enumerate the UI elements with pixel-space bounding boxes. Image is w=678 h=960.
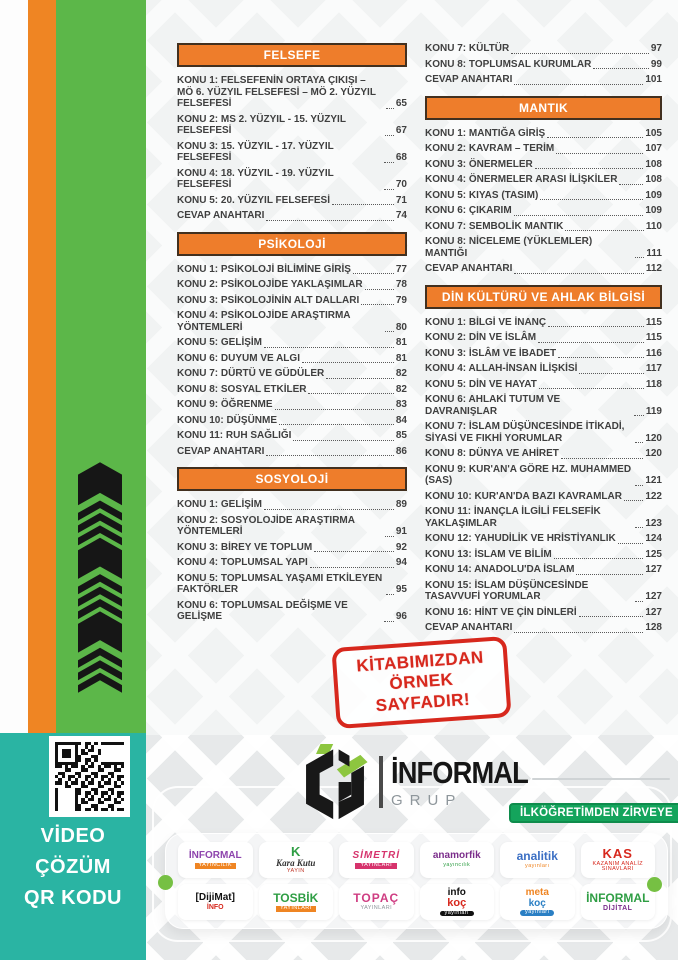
toc-entry-label: KONU 6: TOPLUMSAL DEĞİŞME VE GELİŞME xyxy=(177,599,348,622)
dotted-leader xyxy=(384,162,394,163)
green-dot-left xyxy=(158,875,173,890)
toc-entry xyxy=(425,128,662,140)
dotted-leader xyxy=(579,373,643,374)
dotted-leader xyxy=(332,204,394,205)
toc-page-number: 116 xyxy=(645,347,662,359)
toc-entry-label: KONU 5: 20. YÜZYIL FELSEFESİ xyxy=(177,194,330,206)
toc-entry-label: KONU 8: SOSYAL ETKİLER xyxy=(177,383,307,395)
toc-entry xyxy=(425,622,662,634)
dotted-leader xyxy=(539,388,644,389)
toc-entry xyxy=(177,114,407,137)
toc-entry-label: KONU 1: PSİKOLOJİ BİLİMİNE GİRİŞ xyxy=(177,263,351,275)
publisher-logo-text: İNFORMAL xyxy=(188,850,242,862)
publisher-logo xyxy=(500,842,575,878)
toc-entry xyxy=(177,264,407,276)
toc-entry xyxy=(425,448,662,460)
publisher-logo-text: koç xyxy=(447,897,467,910)
toc-page-number: 112 xyxy=(645,263,662,274)
publisher-logo xyxy=(178,842,253,878)
logo-divider xyxy=(379,756,383,808)
toc-page-number: 107 xyxy=(645,143,662,154)
toc-page-number: 115 xyxy=(645,332,662,343)
toc-entry-label: KONU 2: DİN VE İSLÂM xyxy=(425,332,537,343)
toc-entry-label: KONU 8: NİCELEME (YÜKLEMLER) MANTIĞI xyxy=(425,236,593,259)
toc-page-number: 123 xyxy=(645,517,662,529)
toc-entry xyxy=(177,446,407,458)
dotted-leader xyxy=(535,168,644,169)
dotted-leader xyxy=(365,289,394,290)
toc-entry xyxy=(425,549,662,561)
dotted-leader xyxy=(384,189,394,190)
section-header: DİN KÜLTÜRÜ VE AHLAK BİLGİSİ xyxy=(425,285,662,309)
section-header: MANTIK xyxy=(425,96,662,120)
toc-entry-label: KONU 3: ÖNERMELER xyxy=(425,158,533,170)
sample-page-stamp xyxy=(331,636,511,729)
dotted-leader xyxy=(385,331,394,332)
toc-page-number: 80 xyxy=(395,321,407,333)
toc-entry xyxy=(425,464,662,487)
dotted-leader xyxy=(619,184,643,185)
toc-page-number: 111 xyxy=(646,247,662,259)
dotted-leader xyxy=(634,415,644,416)
toc-page-number: 97 xyxy=(650,43,662,54)
toc-column-right xyxy=(425,43,662,638)
tagline-badge: İLKÖĞRETİMDEN ZİRVEYE xyxy=(509,803,678,823)
toc-entry xyxy=(425,159,662,171)
toc-page-number: 92 xyxy=(395,541,407,553)
toc-entry xyxy=(177,542,407,554)
dotted-leader xyxy=(635,601,643,602)
publisher-logo-text: YAYINLARI xyxy=(276,906,316,912)
toc-entry-label: KONU 5: GELİŞİM xyxy=(177,337,263,348)
toc-entry xyxy=(177,600,407,623)
toc-entry xyxy=(177,399,407,411)
toc-entry xyxy=(425,394,662,417)
toc-page-number: 83 xyxy=(395,399,407,410)
publisher-logo-text: yayınları xyxy=(525,862,550,869)
toc-entry-label: KONU 5: DİN VE HAYAT xyxy=(425,378,537,390)
dotted-leader xyxy=(538,342,644,343)
video-qr-label xyxy=(0,821,146,914)
green-dot-right xyxy=(647,877,662,892)
dotted-leader xyxy=(514,273,643,274)
qr-code-icon xyxy=(49,736,130,817)
toc-page-number: 67 xyxy=(395,125,407,136)
toc-page-number: 79 xyxy=(395,294,407,306)
toc-entry xyxy=(177,279,407,291)
publisher-logo-text: Kara Kutu xyxy=(276,857,316,868)
toc-entry xyxy=(177,353,407,365)
toc-entry-label: KONU 11: RUH SAĞLIĞI xyxy=(177,430,292,441)
toc-entry-label: CEVAP ANAHTARI xyxy=(425,263,513,274)
toc-entry-label: KONU 2: SOSYOLOJİDE ARAŞTIRMA YÖNTEMLERİ xyxy=(177,514,355,537)
toc-entry xyxy=(425,491,662,503)
dotted-leader xyxy=(618,543,644,544)
publisher-logo xyxy=(420,842,495,878)
toc-entry-label: CEVAP ANAHTARI xyxy=(425,74,513,85)
toc-page-number: 109 xyxy=(645,205,662,216)
publisher-logo-text: DİJİTAL xyxy=(603,904,633,912)
dotted-leader xyxy=(540,199,643,200)
toc-entry xyxy=(425,263,662,275)
toc-page-number: 74 xyxy=(395,210,407,221)
toc-entry xyxy=(177,415,407,427)
toc-entry xyxy=(425,236,662,259)
dotted-leader xyxy=(554,558,644,559)
publisher-logo-text: K xyxy=(291,844,301,860)
toc-page-number: 68 xyxy=(395,152,407,163)
toc-entry-label: KONU 2: KAVRAM – TERİM xyxy=(425,143,555,154)
stamp-line-2: ÖRNEK SAYFADIR! xyxy=(375,670,471,716)
section-header: SOSYOLOJİ xyxy=(177,467,407,491)
dotted-leader xyxy=(293,440,393,441)
toc-entry xyxy=(177,141,407,164)
toc-entry xyxy=(425,348,662,360)
publisher-logo-text: YAYINCILIK xyxy=(195,863,236,869)
toc-entry xyxy=(425,74,662,86)
toc-entry-label: CEVAP ANAHTARI xyxy=(177,210,265,221)
brand-name: İNFORMAL xyxy=(391,755,528,790)
toc-entry-label: KONU 7: KÜLTÜR xyxy=(425,43,510,54)
toc-entry-label: KONU 12: YAHUDİLİK VE HRİSTİYANLIK xyxy=(425,533,616,544)
toc-entry-label: KONU 4: 18. YÜZYIL - 19. YÜZYIL FELSEFESİ xyxy=(177,167,334,190)
dotted-leader xyxy=(264,509,394,510)
left-margin xyxy=(0,0,28,733)
toc-page-number: 121 xyxy=(645,475,662,486)
toc-entry xyxy=(177,337,407,349)
toc-page-number: 82 xyxy=(395,368,407,379)
toc-page-number: 96 xyxy=(395,611,407,622)
publisher-logo-text: YAYIN xyxy=(286,868,305,875)
dotted-leader xyxy=(635,527,643,528)
dotted-leader xyxy=(624,500,643,501)
dotted-leader xyxy=(635,442,643,443)
toc-page-number: 120 xyxy=(645,432,662,444)
publisher-logo xyxy=(259,884,334,920)
toc-entry-label: KONU 2: MS 2. YÜZYIL - 15. YÜZYIL FELSEFESİ xyxy=(177,113,346,136)
toc-entry-label: KONU 4: PSİKOLOJİDE ARAŞTIRMA YÖNTEMLERİ xyxy=(177,310,351,333)
toc-entry xyxy=(425,607,662,619)
publisher-logo-text: YAYINLARI xyxy=(360,904,393,911)
toc-entry-label: KONU 3: PSİKOLOJİNİN ALT DALLARI xyxy=(177,294,360,306)
toc-entry-label: KONU 5: KIYAS (TASIM) xyxy=(425,189,539,201)
toc-entry xyxy=(425,533,662,545)
toc-entry xyxy=(425,317,662,329)
dotted-leader xyxy=(556,153,643,154)
video-line-3: QR KODU xyxy=(24,887,122,909)
toc-entry-label: KONU 1: MANTIĞA GİRİŞ xyxy=(425,127,546,139)
toc-entry xyxy=(177,368,407,380)
toc-page-number: 94 xyxy=(395,557,407,568)
dotted-leader xyxy=(361,304,394,305)
publisher-logo-text: TOSBİK xyxy=(273,891,319,906)
toc-page-number: 89 xyxy=(395,499,407,510)
dotted-leader xyxy=(386,594,394,595)
toc-page-number: 70 xyxy=(395,179,407,190)
dotted-leader xyxy=(576,574,643,575)
publisher-logo-text: analitik xyxy=(516,849,558,864)
toc-entry-label: KONU 10: DÜŞÜNME xyxy=(177,414,278,426)
publisher-logo xyxy=(581,884,656,920)
publisher-logos-panel xyxy=(165,833,668,929)
toc-entry-label: KONU 2: PSİKOLOJİDE YAKLAŞIMLAR xyxy=(177,279,363,290)
toc-entry xyxy=(425,221,662,233)
publisher-logo xyxy=(259,842,334,878)
dotted-leader xyxy=(511,53,649,54)
toc-entry-label: KONU 1: FELSEFENİN ORTAYA ÇIKIŞI – MÖ 6. YÜZYIL FELSEFESİ – MÖ 2. YÜZYIL FELSEFESİ xyxy=(177,75,376,109)
toc-entry-label: KONU 7: SEMBOLİK MANTIK xyxy=(425,220,564,232)
dotted-leader xyxy=(384,621,393,622)
toc-page-number: 71 xyxy=(395,194,407,206)
toc-entry-label: CEVAP ANAHTARI xyxy=(425,622,513,633)
publisher-logo-text: info xyxy=(447,886,466,898)
dotted-leader xyxy=(385,135,394,136)
toc-page-number: 119 xyxy=(645,405,662,417)
toc-entry-label: KONU 6: AHLAKİ TUTUM VE DAVRANIŞLAR xyxy=(425,394,561,417)
toc-entry-label: KONU 7: DÜRTÜ VE GÜDÜLER xyxy=(177,368,325,379)
toc-entry-label: KONU 11: İNANÇLA İLGİLİ FELSEFİK YAKLAŞIMLAR xyxy=(425,506,601,529)
toc-entry-label: CEVAP ANAHTARI xyxy=(177,445,265,457)
toc-page-number: 81 xyxy=(395,352,407,364)
toc-page-number: 108 xyxy=(645,158,662,170)
toc-entry xyxy=(425,190,662,202)
toc-entry-label: KONU 4: ALLAH-İNSAN İLİŞKİSİ xyxy=(425,363,578,374)
toc-page-number: 125 xyxy=(645,548,662,560)
publisher-logo xyxy=(339,884,414,920)
toc-page-number: 117 xyxy=(645,363,662,374)
toc-entry-label: KONU 8: TOPLUMSAL KURUMLAR xyxy=(425,58,592,70)
dotted-leader xyxy=(558,357,644,358)
toc-entry-label: KONU 5: TOPLUMSAL YAŞAMI ETKİLEYEN FAKTÖRLER xyxy=(177,572,383,595)
toc-entry-label: KONU 1: GELİŞİM xyxy=(177,499,263,510)
toc-page-number: 128 xyxy=(645,622,662,633)
section-header: FELSEFE xyxy=(177,43,407,67)
toc-page-number: 122 xyxy=(645,490,662,502)
toc-entry xyxy=(177,310,407,333)
toc-entry-label: KONU 9: ÖĞRENME xyxy=(177,399,273,410)
toc-page-number: 109 xyxy=(645,189,662,201)
dotted-leader xyxy=(302,362,394,363)
toc-page-number: 110 xyxy=(645,220,662,232)
dotted-leader xyxy=(326,378,394,379)
toc-page-number: 108 xyxy=(645,174,662,185)
dotted-leader xyxy=(275,409,394,410)
informal-monogram-icon xyxy=(297,741,373,823)
toc-entry xyxy=(425,379,662,391)
toc-entry xyxy=(425,564,662,576)
toc-entry xyxy=(425,506,662,529)
toc-entry-label: KONU 15: İSLAM DÜŞÜNCESİNDE TASAVVUFİ YORUMLAR xyxy=(425,579,589,602)
toc-page-number: 84 xyxy=(395,414,407,426)
dotted-leader xyxy=(547,137,643,138)
dotted-leader xyxy=(266,455,393,456)
section-header: PSİKOLOJİ xyxy=(177,232,407,256)
dotted-leader xyxy=(386,108,394,109)
toc-entry xyxy=(177,430,407,442)
publisher-logo-text: KAS xyxy=(602,845,633,861)
dotted-leader xyxy=(264,347,394,348)
toc-entry-label: KONU 4: TOPLUMSAL YAPI xyxy=(177,557,308,568)
toc-column-left xyxy=(177,43,407,627)
dotted-leader xyxy=(514,215,644,216)
toc-entry xyxy=(177,499,407,511)
toc-page-number: 127 xyxy=(645,564,662,575)
toc-page-number: 81 xyxy=(395,337,407,348)
toc-page-number: 120 xyxy=(645,448,662,459)
toc-entry-label: KONU 14: ANADOLU'DA İSLAM xyxy=(425,564,575,575)
publisher-logo-text: meta xyxy=(525,887,549,899)
publisher-logo-text: YAYINLARI xyxy=(355,863,397,869)
divider-line xyxy=(532,778,670,780)
toc-entry-label: KONU 10: KUR'AN'DA BAZI KAVRAMLAR xyxy=(425,490,622,502)
toc-entry xyxy=(177,75,407,110)
dotted-leader xyxy=(579,616,644,617)
publisher-logo-text: yayıncılık xyxy=(443,861,471,868)
dotted-leader xyxy=(266,220,393,221)
video-line-2: ÇÖZÜM xyxy=(35,856,111,878)
dotted-leader xyxy=(561,458,643,459)
toc-entry xyxy=(177,573,407,596)
toc-entry xyxy=(425,174,662,186)
toc-page-number: 127 xyxy=(645,591,662,602)
toc-entry xyxy=(425,332,662,344)
toc-entry xyxy=(425,43,662,55)
dotted-leader xyxy=(385,536,393,537)
toc-entry-label: KONU 3: BİREY VE TOPLUM xyxy=(177,541,313,553)
toc-page-number: 127 xyxy=(645,606,662,618)
publisher-logo-text: yayınları xyxy=(440,911,474,917)
toc-entry xyxy=(177,557,407,569)
publisher-logo-text: anamorfik xyxy=(432,850,481,862)
toc-page-number: 95 xyxy=(395,584,407,595)
toc-entry-label: KONU 3: İSLÂM VE İBADET xyxy=(425,347,557,359)
publisher-logo-text: yayınları xyxy=(520,910,554,916)
toc-page-number: 85 xyxy=(395,430,407,441)
toc-page-number: 99 xyxy=(650,58,662,70)
dotted-leader xyxy=(635,485,644,486)
dotted-leader xyxy=(565,230,644,231)
toc-page-number: 77 xyxy=(395,263,407,275)
toc-entry-label: KONU 4: ÖNERMELER ARASI İLİŞKİLER xyxy=(425,174,618,185)
dotted-leader xyxy=(353,273,394,274)
dotted-leader xyxy=(279,424,394,425)
toc-page-number: 65 xyxy=(395,98,407,109)
brand-subname: GRUP xyxy=(391,792,463,809)
publisher-logo xyxy=(420,884,495,920)
toc-entry-label: KONU 6: DUYUM VE ALGI xyxy=(177,352,300,364)
toc-entry xyxy=(425,580,662,603)
toc-page-number: 124 xyxy=(645,533,662,544)
toc-entry xyxy=(425,143,662,155)
publisher-logo-text: koç xyxy=(528,897,546,909)
publisher-logo-text: TOPAÇ xyxy=(353,891,400,906)
publisher-logo-text: SİMETRİ xyxy=(352,850,401,862)
toc-entry-label: KONU 1: BİLGİ VE İNANÇ xyxy=(425,316,547,328)
toc-entry-label: KONU 6: ÇIKARIM xyxy=(425,205,512,216)
toc-entry xyxy=(177,195,407,207)
toc-page-number: 86 xyxy=(395,445,407,457)
toc-entry-label: KONU 3: 15. YÜZYIL - 17. YÜZYIL FELSEFESİ xyxy=(177,140,334,163)
dotted-leader xyxy=(514,632,643,633)
dotted-leader xyxy=(310,567,394,568)
toc-page-number: 78 xyxy=(395,279,407,290)
toc-entry-label: KONU 7: İSLAM DÜŞÜNCESİNDE İTİKADİ, SİYASİ VE FIKHİ YORUMLAR xyxy=(425,421,625,444)
publisher-logo-text: İNFO xyxy=(206,903,224,911)
dotted-leader xyxy=(514,84,643,85)
publisher-logo-text: İNFORMAL xyxy=(586,891,650,906)
dotted-leader xyxy=(548,326,644,327)
publisher-logo-text: [DijiMat] xyxy=(195,892,235,904)
toc-entry-label: KONU 13: İSLAM VE BİLİM xyxy=(425,548,552,560)
toc-entry xyxy=(177,515,407,538)
chevron-arrows-icon xyxy=(78,458,122,696)
toc-entry xyxy=(177,168,407,191)
toc-page-number: 118 xyxy=(645,378,662,390)
toc-entry xyxy=(425,59,662,71)
toc-entry xyxy=(425,421,662,444)
orange-stripe xyxy=(28,0,56,733)
publisher-logo xyxy=(178,884,253,920)
toc-entry xyxy=(177,210,407,222)
toc-entry-label: KONU 9: KUR'AN'A GÖRE HZ. MUHAMMED (SAS) xyxy=(425,463,632,486)
video-line-1: VİDEO xyxy=(40,825,106,847)
toc-entry xyxy=(425,205,662,217)
publisher-logo xyxy=(500,884,575,920)
toc-entry xyxy=(177,295,407,307)
toc-page-number: 91 xyxy=(395,526,407,537)
toc-entry xyxy=(425,363,662,375)
publisher-logo xyxy=(339,842,414,878)
publisher-logo-text: KAZANIM ANALİZ SINAVLARI xyxy=(592,860,644,873)
dotted-leader xyxy=(314,551,394,552)
video-qr-block xyxy=(0,733,146,960)
toc-page-number: 115 xyxy=(645,316,662,328)
toc-entry-label: KONU 16: HİNT VE ÇİN DİNLERİ xyxy=(425,606,577,618)
publisher-logo xyxy=(581,842,656,878)
toc-page-number: 105 xyxy=(645,127,662,139)
stamp-line-1: KİTABIMIZDAN xyxy=(355,647,485,676)
toc-page-number: 101 xyxy=(645,74,662,85)
dotted-leader xyxy=(635,257,645,258)
dotted-leader xyxy=(308,393,393,394)
dotted-leader xyxy=(593,68,649,69)
toc-page-number: 82 xyxy=(395,383,407,395)
toc-entry-label: KONU 8: DÜNYA VE AHİRET xyxy=(425,448,559,459)
toc-entry xyxy=(177,384,407,396)
